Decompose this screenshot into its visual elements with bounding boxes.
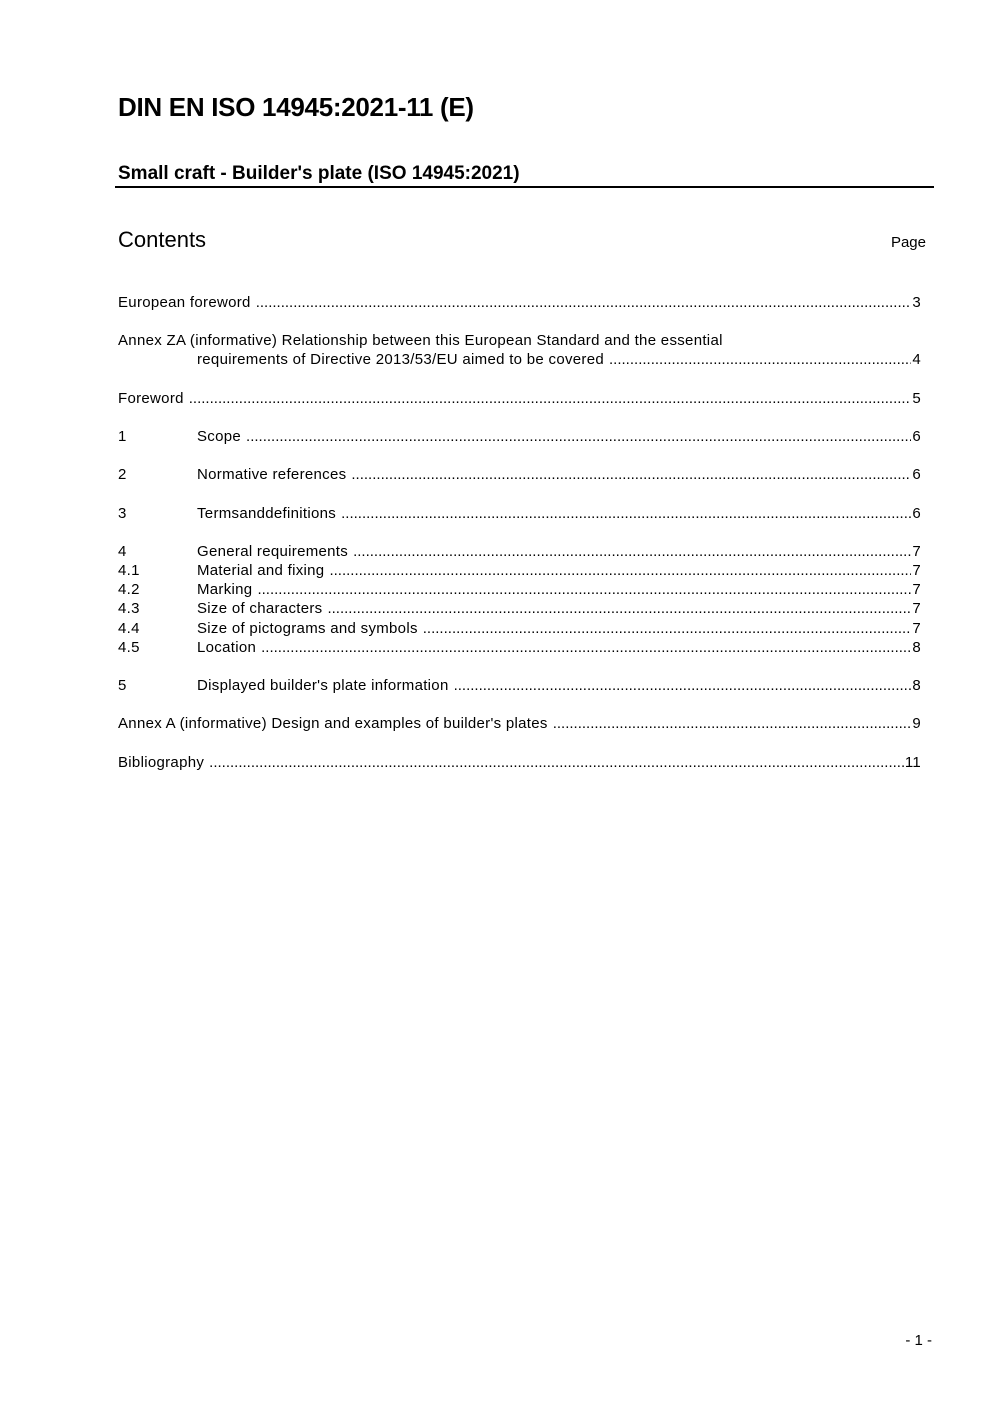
page-column-label: Page	[890, 234, 926, 251]
toc-entry-title: Termsanddefinitions	[197, 505, 337, 522]
toc-entry-page: 7	[912, 600, 921, 617]
toc-entry-number: 3	[118, 505, 127, 522]
document-title: DIN EN ISO 14945:2021-11 (E)	[118, 92, 474, 122]
toc-entry-number: 4.2	[118, 581, 140, 598]
toc-leader-dots	[327, 599, 911, 618]
toc-entry-title: Bibliography	[118, 754, 205, 771]
toc-entry-title: requirements of Directive 2013/53/EU aimed to be covered	[197, 351, 605, 368]
toc-entry-page: 8	[912, 639, 921, 656]
toc-leader-dots	[261, 638, 911, 657]
toc-entry-title: General requirements	[197, 543, 349, 560]
toc-entry-european-foreword[interactable]	[118, 293, 921, 312]
page-number: - 1 -	[905, 1332, 932, 1349]
toc-entry-page: 8	[912, 677, 921, 694]
toc-entry-page: 7	[912, 562, 921, 579]
toc-entry-title: Marking	[197, 581, 253, 598]
toc-entry-clause-2[interactable]	[118, 465, 921, 484]
toc-leader-dots	[351, 465, 911, 484]
toc-entry-annex-za-line1[interactable]: Annex ZA (informative) Relationship between this European Standard and the essential	[118, 332, 723, 349]
toc-entry-clause-4-2[interactable]	[118, 580, 921, 599]
contents-heading: Contents	[118, 227, 207, 252]
toc-entry-number: 4.4	[118, 620, 140, 637]
toc-leader-dots	[423, 619, 912, 638]
toc-entry-page: 6	[912, 505, 921, 522]
toc-leader-dots	[341, 504, 911, 523]
toc-entry-title: Normative references	[197, 466, 347, 483]
toc-entry-page: 6	[912, 428, 921, 445]
toc-entry-clause-4-1[interactable]	[118, 561, 921, 580]
toc-entry-clause-4-3[interactable]	[118, 599, 921, 618]
toc-entry-clause-1[interactable]	[118, 427, 921, 446]
toc-entry-number: 4.3	[118, 600, 140, 617]
toc-entry-page: 7	[912, 543, 921, 560]
toc-entry-page: 7	[912, 620, 921, 637]
toc-entry-title: Scope	[197, 428, 242, 445]
toc-entry-page: 3	[912, 294, 921, 311]
toc-leader-dots	[257, 580, 911, 599]
toc-entry-page: 4	[912, 351, 921, 368]
toc-entry-title: European foreword	[118, 294, 251, 311]
toc-entry-number: 4.1	[118, 562, 140, 579]
toc-entry-number: 1	[118, 428, 127, 445]
toc-entry-clause-4-5[interactable]	[118, 638, 921, 657]
toc-entry-annex-za[interactable]	[118, 350, 921, 369]
table-of-contents	[118, 0, 921, 800]
toc-entry-foreword[interactable]	[118, 389, 921, 408]
toc-leader-dots	[553, 714, 912, 733]
toc-entry-title: Size of pictograms and symbols	[197, 620, 418, 637]
toc-entry-title: Material and fixing	[197, 562, 325, 579]
toc-entry-title: Displayed builder's plate information	[197, 677, 449, 694]
toc-entry-clause-4-4[interactable]	[118, 619, 921, 638]
toc-leader-dots	[329, 561, 911, 580]
toc-entry-title: Annex A (informative) Design and examples of builder's plates	[118, 715, 548, 732]
toc-entry-page: 9	[912, 715, 921, 732]
toc-entry-clause-5[interactable]	[118, 676, 921, 695]
document-subtitle: Small craft - Builder's plate (ISO 14945:2021)	[118, 163, 520, 184]
toc-entry-page: 7	[912, 581, 921, 598]
toc-leader-dots	[246, 427, 911, 446]
toc-entry-title: Size of characters	[197, 600, 323, 617]
toc-entry-number: 2	[118, 466, 127, 483]
toc-entry-number: 4	[118, 543, 127, 560]
toc-entry-number: 5	[118, 677, 127, 694]
toc-leader-dots	[609, 350, 911, 369]
toc-entry-title: Foreword	[118, 390, 184, 407]
toc-leader-dots	[353, 542, 911, 561]
toc-entry-annex-a[interactable]	[118, 714, 921, 733]
toc-leader-dots	[209, 753, 904, 772]
toc-leader-dots	[189, 389, 912, 408]
toc-leader-dots	[454, 676, 912, 695]
toc-entry-title: Location	[197, 639, 257, 656]
toc-leader-dots	[256, 293, 912, 312]
toc-entry-clause-3[interactable]	[118, 504, 921, 523]
toc-entry-clause-4[interactable]	[118, 542, 921, 561]
toc-entry-page: 6	[912, 466, 921, 483]
toc-entry-number: 4.5	[118, 639, 140, 656]
toc-entry-page: 5	[912, 390, 921, 407]
toc-entry-page: 11	[904, 754, 921, 771]
toc-entry-bibliography[interactable]	[118, 753, 921, 772]
